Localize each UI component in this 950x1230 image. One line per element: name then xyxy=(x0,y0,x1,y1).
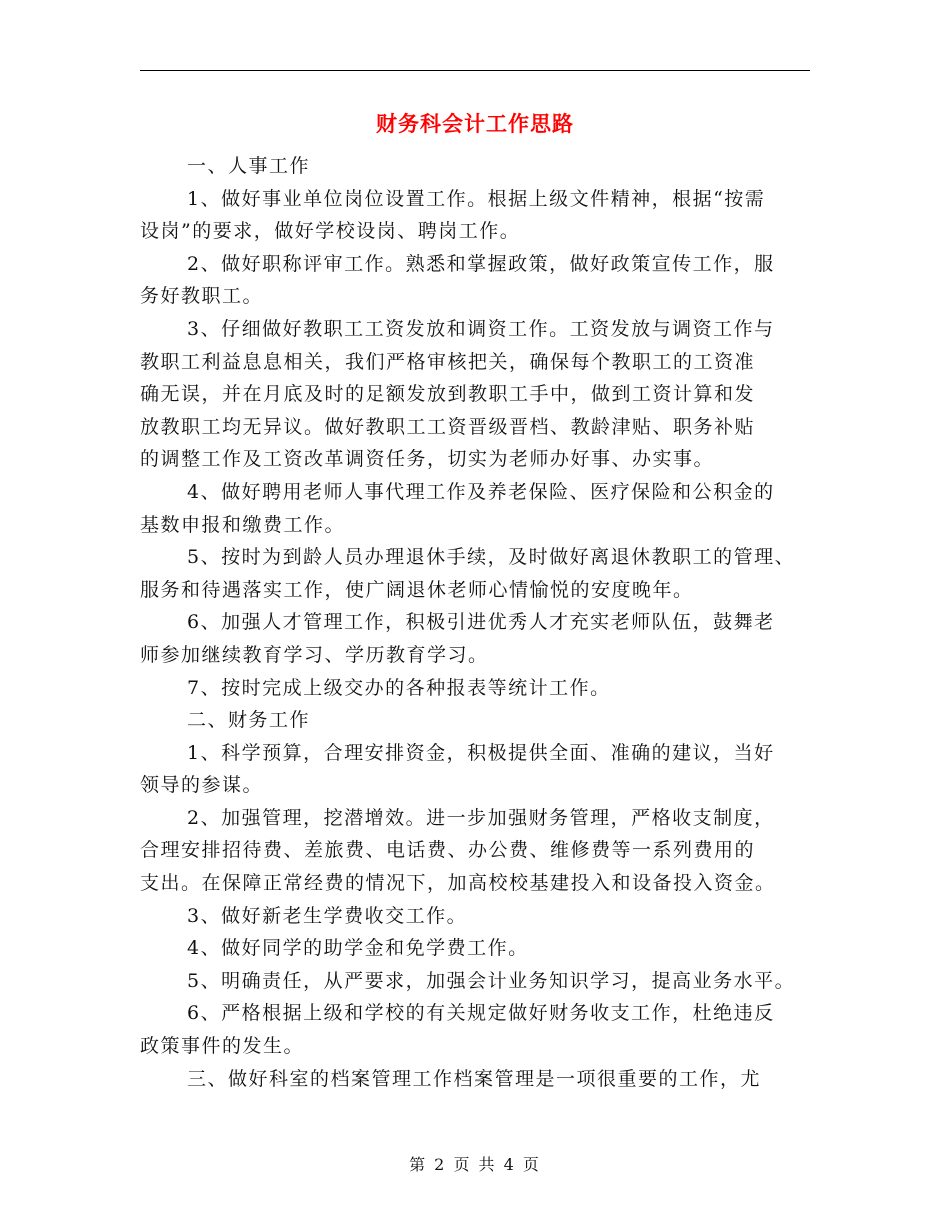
text-line: 1、科学预算，合理安排资金，积极提供全面、准确的建议，当好 xyxy=(187,741,775,764)
text-line: 政策事件的发生。 xyxy=(140,1035,305,1058)
text-line: 服务和待遇落实工作，使广阔退休老师心情愉悦的安度晚年。 xyxy=(140,578,694,601)
text-line: 三、做好科室的档案管理工作档案管理是一项很重要的工作，尤 xyxy=(187,1067,762,1090)
text-line: 1、做好事业单位岗位设置工作。根据上级文件精神，根据“按需 xyxy=(187,187,766,210)
text-line: 3、仔细做好教职工工资发放和调资工作。工资发放与调资工作与 xyxy=(187,317,775,340)
text-line: 确无误，并在月底及时的足额发放到教职工手中，做到工资计算和发 xyxy=(140,383,756,406)
header-rule xyxy=(140,70,810,71)
text-line: 4、做好聘用老师人事代理工作及养老保险、医疗保险和公积金的 xyxy=(187,480,775,503)
text-line: 合理安排招待费、差旅费、电话费、办公费、维修费等一系列费用的 xyxy=(140,839,756,862)
text-line: 务好教职工。 xyxy=(140,285,264,308)
text-line: 2、做好职称评审工作。熟悉和掌握政策，做好政策宣传工作，服 xyxy=(187,252,775,275)
document-body xyxy=(140,150,810,1095)
text-line: 放教职工均无异议。做好教职工工资晋级晋档、教龄津贴、职务补贴 xyxy=(140,415,756,438)
text-line: 3、做好新老生学费收交工作。 xyxy=(187,904,468,927)
text-line: 7、按时完成上级交办的各种报表等统计工作。 xyxy=(187,676,611,699)
text-line: 6、严格根据上级和学校的有关规定做好财务收支工作，杜绝违反 xyxy=(187,1002,775,1025)
text-line: 师参加继续教育学习、学历教育学习。 xyxy=(140,643,489,666)
text-line: 5、明确责任，从严要求，加强会计业务知识学习，提高业务水平。 xyxy=(187,969,796,992)
text-line: 领导的参谋。 xyxy=(140,774,264,797)
text-line: 5、按时为到龄人员办理退休手续，及时做好离退休教职工的管理、 xyxy=(187,546,796,569)
text-line: 支出。在保障正常经费的情况下，加高校校基建投入和设备投入资金。 xyxy=(140,872,776,895)
page-footer: 第 2 页 共 4 页 xyxy=(409,1155,541,1174)
text-line: 二、财务工作 xyxy=(187,709,311,732)
text-line: 设岗”的要求，做好学校设岗、聘岗工作。 xyxy=(140,220,521,243)
text-line: 4、做好同学的助学金和免学费工作。 xyxy=(187,937,529,960)
document-title: 财务科会计工作思路 xyxy=(376,111,574,136)
text-line: 基数申报和缴费工作。 xyxy=(140,513,346,536)
text-line: 2、加强管理，挖潜增效。进一步加强财务管理，严格收支制度， xyxy=(187,806,775,829)
text-line: 的调整工作及工资改革调资任务，切实为老师办好事、办实事。 xyxy=(140,448,715,471)
text-line: 6、加强人才管理工作，积极引进优秀人才充实老师队伍，鼓舞老 xyxy=(187,611,775,634)
text-line: 一、人事工作 xyxy=(187,155,311,177)
text-line: 教职工利益息息相关，我们严格审核把关，确保每个教职工的工资准 xyxy=(140,350,756,373)
